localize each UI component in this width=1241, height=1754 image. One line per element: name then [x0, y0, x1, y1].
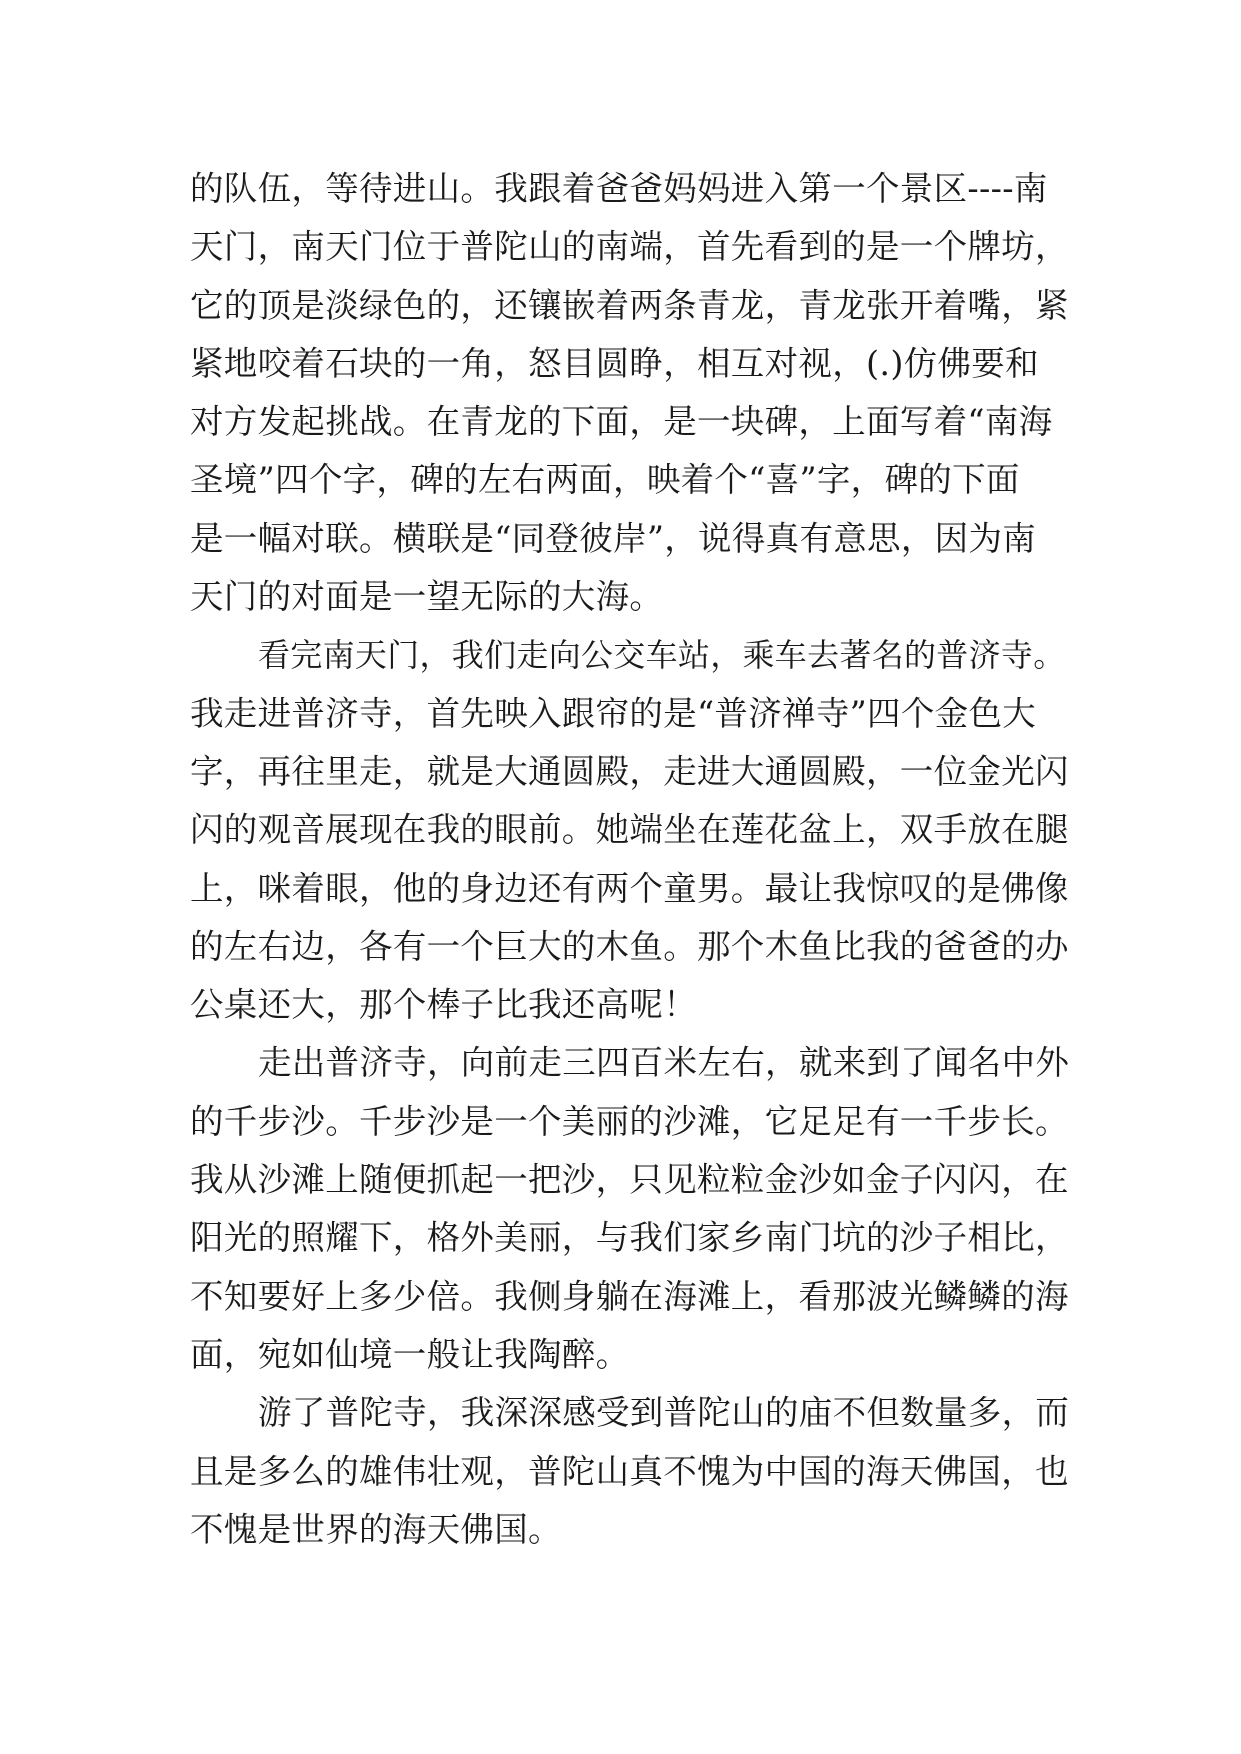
- text-line: 圣境”四个字，碑的左右两面，映着个“喜”字，碑的下面: [190, 460, 1020, 500]
- paragraph: [190, 160, 1070, 626]
- paragraph: [190, 1034, 1070, 1384]
- paragraph: [190, 626, 1070, 1034]
- text-line: 阳光的照耀下，格外美丽，与我们家乡南门坑的沙子相比，: [190, 1218, 1069, 1258]
- text-line: 我走进普济寺，首先映入跟帘的是“普济禅寺”四个金色大: [190, 693, 1037, 733]
- text-line: 字，再往里走，就是大通圆殿，走进大通圆殿，一位金光闪: [190, 751, 1069, 791]
- text-line: 天门的对面是一望无际的大海。: [190, 577, 664, 617]
- text-line: 紧地咬着石块的一角，怒目圆睁，相互对视，(.)仿佛要和: [190, 343, 1039, 383]
- text-line: 公桌还大，那个棒子比我还高呢！: [190, 985, 697, 1025]
- text-line: 天门，南天门位于普陀山的南端，首先看到的是一个牌坊，: [190, 227, 1069, 267]
- text-line: 对方发起挑战。在青龙的下面，是一块碑，上面写着“南海: [190, 402, 1053, 442]
- text-line: 是一幅对联。横联是“同登彼岸”，说得真有意思，因为南: [190, 518, 1037, 558]
- text-line: 看完南天门，我们走向公交车站，乘车去著名的普济寺。: [258, 636, 1066, 675]
- text-line: 上，咪着眼，他的身边还有两个童男。最让我惊叹的是佛像: [190, 868, 1069, 908]
- text-line: 的队伍，等待进山。我跟着爸爸妈妈进入第一个景区----南: [190, 169, 1048, 208]
- text-line: 走出普济寺，向前走三四百米左右，就来到了闻名中外: [258, 1043, 1070, 1083]
- text-line: 不知要好上多少倍。我侧身躺在海滩上，看那波光鳞鳞的海: [190, 1276, 1069, 1316]
- paragraph: [190, 1384, 1070, 1559]
- text-line: 面，宛如仙境一般让我陶醉。: [190, 1334, 630, 1374]
- text-line: 闪的观音展现在我的眼前。她端坐在莲花盆上，双手放在腿: [190, 810, 1069, 850]
- text-line: 不愧是世界的海天佛国。: [190, 1509, 562, 1549]
- text-line: 且是多么的雄伟壮观，普陀山真不愧为中国的海天佛国，也: [190, 1451, 1069, 1491]
- text-line: 它的顶是淡绿色的，还镶嵌着两条青龙，青龙张开着嘴，紧: [190, 285, 1069, 325]
- text-line: 游了普陀寺，我深深感受到普陀山的庙不但数量多，而: [258, 1393, 1070, 1433]
- text-line: 的千步沙。千步沙是一个美丽的沙滩，它足足有一千步长。: [190, 1101, 1069, 1141]
- text-line: 的左右边，各有一个巨大的木鱼。那个木鱼比我的爸爸的办: [190, 926, 1069, 966]
- text-line: 我从沙滩上随便抓起一把沙，只见粒粒金沙如金子闪闪，在: [190, 1160, 1069, 1200]
- document-body: [190, 160, 1070, 1559]
